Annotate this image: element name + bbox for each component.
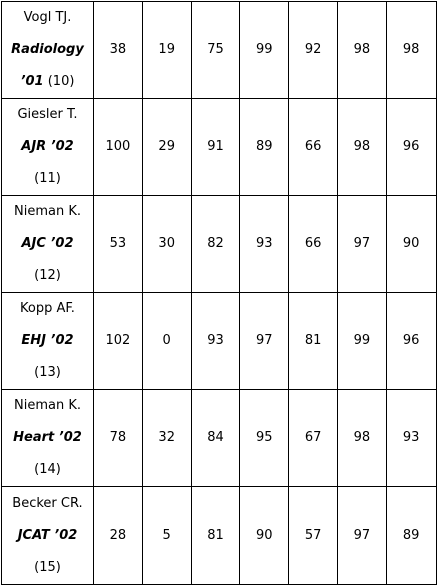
- study-cell: [2, 99, 94, 196]
- value-cell: 32: [143, 390, 192, 487]
- value-cell: 102: [94, 293, 143, 390]
- value-cell: 93: [240, 196, 289, 293]
- study-cell: [2, 196, 94, 293]
- reference: (15): [34, 559, 61, 575]
- value-cell: 66: [289, 99, 338, 196]
- journal: AJC ’02: [21, 236, 74, 251]
- value-cell: 53: [94, 196, 143, 293]
- value-cell: 0: [143, 293, 192, 390]
- value-cell: 38: [94, 2, 143, 99]
- value-cell: 93: [192, 293, 241, 390]
- year: ’01: [20, 74, 44, 89]
- journal: AJR ’02: [21, 139, 74, 154]
- table-row: [2, 293, 436, 390]
- value-cell: 98: [338, 2, 387, 99]
- reference: (10): [47, 74, 75, 89]
- value-cell: 95: [240, 390, 289, 487]
- author: Vogl TJ.: [23, 10, 72, 25]
- value-cell: 81: [289, 293, 338, 390]
- reference: (12): [34, 268, 61, 283]
- value-cell: 96: [387, 99, 436, 196]
- value-cell: 30: [143, 196, 192, 293]
- journal: Radiology: [11, 42, 84, 57]
- journal: Heart ’02: [13, 430, 82, 445]
- value-cell: 90: [387, 196, 436, 293]
- reference: (13): [34, 365, 61, 380]
- value-cell: 98: [338, 390, 387, 487]
- value-cell: 99: [240, 2, 289, 99]
- value-cell: 91: [192, 99, 241, 196]
- value-cell: 28: [94, 487, 143, 584]
- value-cell: 97: [240, 293, 289, 390]
- value-cell: 29: [143, 99, 192, 196]
- table-row: [2, 390, 436, 487]
- value-cell: 19: [143, 2, 192, 99]
- journal: JCAT ’02: [17, 527, 78, 543]
- value-cell: 92: [289, 2, 338, 99]
- value-cell: 89: [240, 99, 289, 196]
- study-cell: [2, 487, 94, 584]
- author: Giesler T.: [17, 107, 78, 122]
- value-cell: 84: [192, 390, 241, 487]
- reference: (11): [34, 171, 61, 186]
- author: Kopp AF.: [20, 301, 75, 316]
- value-cell: 98: [387, 2, 436, 99]
- value-cell: 75: [192, 2, 241, 99]
- value-cell: 67: [289, 390, 338, 487]
- study-cell: [2, 2, 94, 99]
- table-row: [2, 99, 436, 196]
- value-cell: 99: [338, 293, 387, 390]
- studies-table: [1, 1, 437, 585]
- value-cell: 5: [143, 487, 192, 584]
- value-cell: 98: [338, 99, 387, 196]
- author: Becker CR.: [12, 495, 83, 511]
- value-cell: 93: [387, 390, 436, 487]
- table-row: [2, 487, 436, 584]
- value-cell: 57: [289, 487, 338, 584]
- value-cell: 90: [240, 487, 289, 584]
- study-cell: [2, 390, 94, 487]
- value-cell: 96: [387, 293, 436, 390]
- table-row: [2, 2, 436, 99]
- value-cell: 100: [94, 99, 143, 196]
- value-cell: 97: [338, 487, 387, 584]
- author: Nieman K.: [14, 398, 81, 413]
- study-cell: [2, 293, 94, 390]
- value-cell: 66: [289, 196, 338, 293]
- value-cell: 82: [192, 196, 241, 293]
- reference: (14): [34, 462, 61, 477]
- author: Nieman K.: [14, 204, 81, 219]
- value-cell: 89: [387, 487, 436, 584]
- table-row: [2, 196, 436, 293]
- value-cell: 78: [94, 390, 143, 487]
- value-cell: 81: [192, 487, 241, 584]
- year-and-reference: [2, 66, 93, 98]
- journal: EHJ ’02: [21, 333, 74, 348]
- value-cell: 97: [338, 196, 387, 293]
